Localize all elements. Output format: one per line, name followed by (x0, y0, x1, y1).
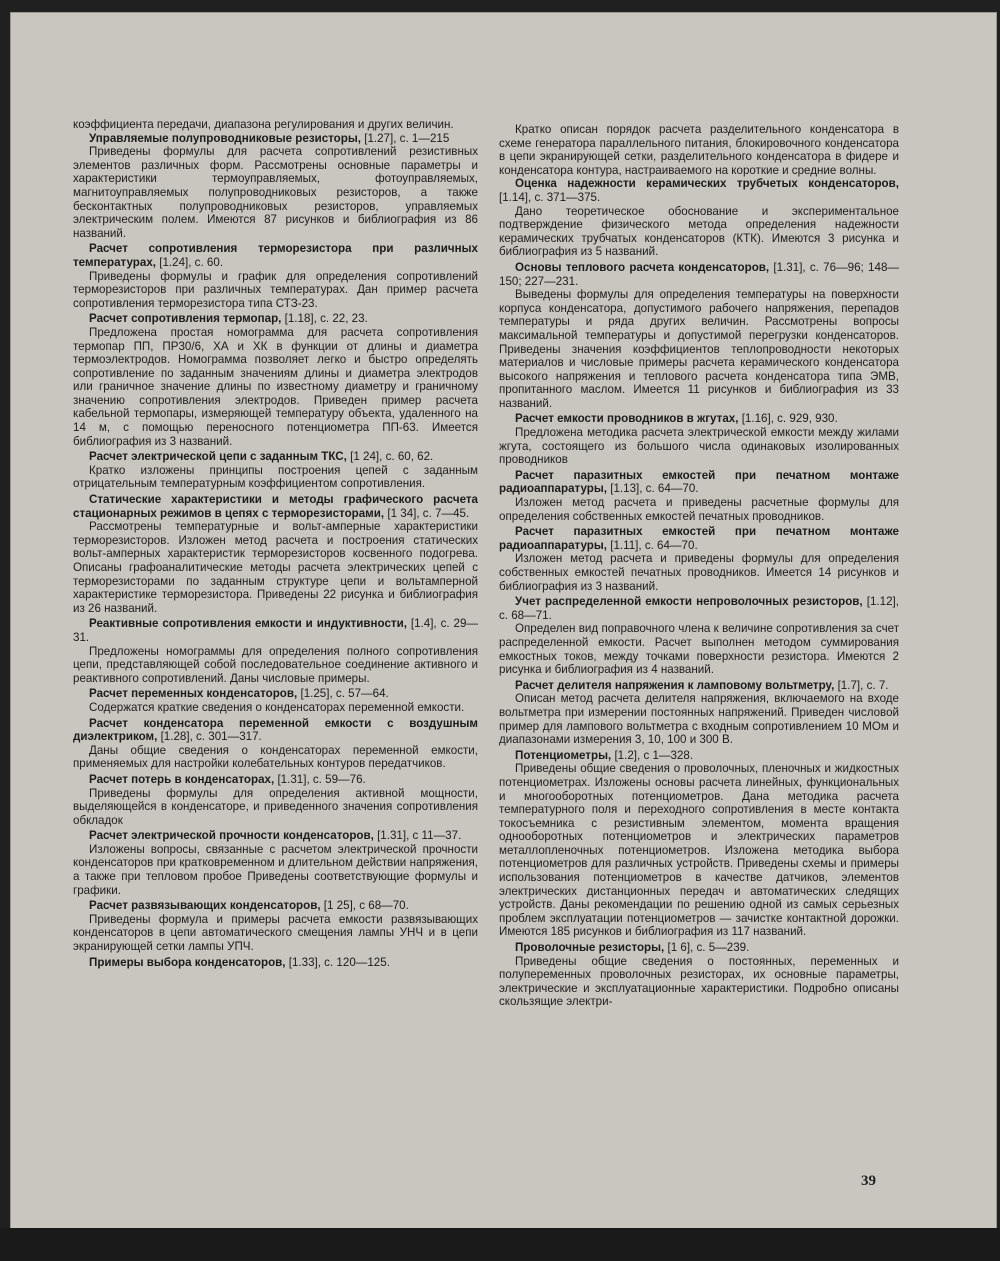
entry-title: Расчет развязывающих конденсаторов, (89, 899, 321, 913)
entry-heading (499, 525, 899, 552)
entry-annotation: Выведены формулы для определения температуры на поверхности корпуса конденсатора, допустимого рабочего напряжения, перепадов температуры и ряда других величин. Рассмотрены вопросы максимальной температуры и допустимой перегрузки конденсаторов. Приведены значения коэффициентов теплопроводности некоторых материалов и числовые примеры расчета керамического конденсатора высокого напряжения и теплового расчета конденсатора типа ЭМВ, пропитанного маслом. Имеется 11 рисунков и библиография из 33 названий. (499, 288, 899, 410)
entry-reference: [1.16], с. 929, 930. (741, 412, 838, 426)
bibliography-entry (73, 493, 478, 615)
bibliography-entry (73, 829, 478, 897)
entry-annotation: Приведены формулы для расчета сопротивлений резистивных элементов различных форм. Рассмотрены основные параметры и характеристики термоуправляемых, фотоуправляемых, магнитоуправляемых полупроводниковых резисторов, а также бесконтактных полупроводниковых резисторов, управляемых электрическим полем. Имеются 87 рисунков и библиография из 86 названий. (73, 145, 478, 240)
entry-title: Расчет электрической цепи с заданным ТКС, (89, 450, 347, 464)
entry-reference: [1.27], с. 1—215 (364, 131, 450, 145)
bibliography-entry (499, 595, 899, 677)
entry-annotation: Предложены номограммы для определения полного сопротивления цепи, представляющей собой последовательное соединение активного и реактивного сопротивлений. Даны числовые примеры. (73, 644, 478, 685)
entry-annotation: Дано теоретическое обоснование и экспериментальное подтверждение физического метода определения надежности керамических трубчатых конденсаторов (КТК). Имеются 3 рисунка и библиография из 5 названий. (499, 204, 899, 259)
entry-annotation: Приведены общие сведения о проволочных, пленочных и жидкостных потенциометрах. Изложены основы расчета линейных, функциональных и многооборотных потенциометров. Дана методика расчета температурного поля и переходного сопротивления в месте контакта токосъемника с резистивным элементом, момента вращения однооборотных потенциометров и электрических параметров металлопленочных потенциометров. Изложена методика выбора потенциометров для различных устройств. Приведены схемы и примеры использования потенциометров в качестве датчиков, элементов электрических дистанционных передач и автоматических следящих устройств. Даны рекомендации по решению одной из самых серьезных проблем эксплуатации потенциометров — зачистке контактной дорожки. Имеются 185 рисунков и библиография из 117 названий. (499, 762, 899, 939)
entry-heading (73, 829, 478, 843)
entry-title: Основы теплового расчета конденсаторов, (515, 260, 770, 274)
entry-reference: [1 24], с. 60, 62. (350, 450, 434, 464)
entry-heading (73, 242, 478, 269)
page-number: 39 (861, 1173, 876, 1189)
entry-heading (499, 749, 899, 763)
entry-heading (73, 717, 478, 744)
bibliography-entry (499, 525, 899, 593)
entry-heading (499, 412, 899, 426)
entry-title: Расчет переменных конденсаторов, (89, 687, 298, 701)
entry-title: Оценка надежности керамических трубчетых конденсаторов, (515, 177, 899, 191)
entry-title: Статические характеристики и методы графического расчета стационарных режимов в цепях с терморезисторами, (73, 493, 478, 520)
entry-title: Расчет емкости проводников в жгутах, (515, 412, 739, 426)
entry-reference: [1.11], с. 64—70. (610, 538, 698, 552)
bibliography-entry (73, 242, 478, 310)
entry-reference: [1.12], с. 68—71. (499, 595, 899, 622)
bibliography-entry (73, 717, 478, 771)
bibliography-entry (499, 469, 899, 523)
entry-reference: [1.25], с. 57—64. (300, 687, 389, 701)
entry-title: Расчет конденсатора переменной емкости с воздушным диэлектриком, (73, 716, 478, 744)
entry-annotation: Изложены вопросы, связанные с расчетом электрической прочности конденсаторов при кратковременном и длительном действии напряжения, а также при тепловом пробое Приведены соответствующие формулы и графики. (73, 842, 478, 897)
entry-annotation: Приведены общие сведения о постоянных, переменных и полупеременных проволочных резисторах, их основные параметры, электрические и эксплуатационные характеристики. Подробно описаны скользящие электри- (499, 954, 899, 1009)
entry-reference: [1 25], с 68—70. (323, 899, 409, 913)
entry-reference: [1 6], с. 5—239. (667, 941, 750, 955)
entry-reference: [1.4], с. 29—31. (73, 617, 478, 644)
entry-title: Расчет сопротивления терморезистора при различных температурах, (73, 242, 478, 269)
entry-reference: [1.28], с. 301—317. (160, 730, 262, 744)
bibliography-entry (73, 956, 478, 970)
entry-title: Расчет делителя напряжения к ламповому вольтметру, (515, 678, 835, 692)
bibliography-entry (499, 941, 899, 1009)
entry-annotation: Рассмотрены температурные и вольт-амперные характеристики терморезисторов. Изложен метод расчета и построения статических вольт-амперных характеристик терморезисторов косвенного подогрева. Описаны графоаналитические методы расчета электрических цепей с терморезисторами по заданным структуре цепи и вольтамперной характеристике терморезистора. Приведены 22 рисунка и библиография из 26 названий. (73, 520, 478, 615)
entry-title: Расчет паразитных емкостей при печатном монтаже радиоаппаратуры, (499, 525, 899, 552)
entry-reference: [1 34], с. 7—45. (387, 506, 470, 520)
entry-annotation: Кратко изложены принципы построения цепей с заданным отрицательным температурным коэффициентом сопротивления. (73, 463, 478, 491)
bibliography-entry (73, 687, 478, 714)
entry-annotation: Предложена методика расчета электрической емкости между жилами жгута, состоящего из большого числа одинаковых изолированных проводников (499, 426, 899, 467)
bibliography-entry (499, 679, 899, 747)
bibliography-entry (73, 450, 478, 491)
entry-reference: [1.13], с. 64—70. (610, 482, 699, 496)
continued-text: Кратко описан порядок расчета разделительного конденсатора в схеме генератора параллельного питания, блокировочного конденсатора в цепи экранирующей сетки, разделительного конденсатора в фидере и конденсатора контура, настраиваемого на короткие и средние волны. (499, 123, 899, 177)
bibliography-entry (73, 773, 478, 827)
entry-heading (73, 956, 478, 970)
entry-heading (73, 617, 478, 644)
entry-reference: [1.18], с. 22, 23. (284, 312, 368, 326)
entry-reference: [1.31], с 11—37. (377, 829, 462, 843)
entry-annotation: Описан метод расчета делителя напряжения, включаемого на входе вольтметра при измерении постоянных напряжений. Приведен числовой пример для лампового вольтметра с входным сопротивлением 10 МОм и диапазонами измерения 3, 10, 100 и 300 В. (499, 692, 899, 747)
bibliography-entry (73, 617, 478, 685)
entry-heading (499, 941, 899, 955)
continued-text: коэффициента передачи, диапазона регулирования и других величин. (73, 118, 454, 131)
entry-annotation: Даны общие сведения о конденсаторах переменной емкости, применяемых для настройки колебательных контуров передатчиков. (73, 743, 478, 771)
entry-annotation: Приведены формулы для определения активной мощности, выделяющейся в конденсаторе, и приведенного значения сопротивления обкладок (73, 786, 478, 827)
scan-bottom-edge (0, 1228, 1000, 1261)
entry-reference: [1.24], с. 60. (159, 255, 224, 269)
right-column (499, 123, 899, 1011)
entry-annotation: Предложена простая номограмма для расчета сопротивления термопар ПП, ПР30/6, ХА и ХК в функции от длины и диаметра термоэлектродов. Номограмма позволяет легко и быстро определять сопротивление по заданным значениям длины и диаметра электродов или граничное значение длины по известному диаметру и граничному значению сопротивления электродов. Приведен пример расчета кабельной термопары, измеряющей температуру объекта, удаленного на 14 м, с помощью переносного потенциометра ПП-63. Имеется библиография из 3 названий. (73, 325, 478, 448)
entry-title: Расчет потерь в конденсаторах, (89, 772, 275, 786)
book-page (10, 12, 997, 1229)
entry-title: Расчет электрической прочности конденсаторов, (89, 829, 374, 843)
entry-title: Управляемые полупроводниковые резисторы, (89, 131, 361, 145)
entry-annotation: Изложен метод расчета и приведены расчетные формулы для определения собственных емкостей печатных проводников. (499, 496, 899, 523)
entry-annotation: Содержатся краткие сведения о конденсаторах переменной емкости. (89, 700, 465, 714)
bibliography-entry (73, 132, 478, 241)
bibliography-entry (499, 177, 899, 259)
entry-title: Расчет сопротивления термопар, (89, 312, 282, 326)
entry-reference: [1.7], с. 7. (837, 678, 889, 692)
entry-annotation: Определен вид поправочного члена к величине сопротивления за счет распределенной емкости. Расчет выполнен методом суммирования емкостных токов, между точками поверхности резистора. Имеются 2 рисунка и библиография из 4 названий. (499, 622, 899, 677)
bibliography-entry (499, 261, 899, 411)
entry-reference: [1.2], с 1—328. (614, 748, 694, 762)
entry-annotation: Изложен метод расчета и приведены формулы для определения собственных емкостей печатных проводников. Имеется 14 рисунков и библиография из 3 названий. (499, 552, 899, 593)
entry-reference: [1.33], с. 120—125. (288, 955, 390, 969)
entry-heading (499, 469, 899, 496)
entry-title: Учет распределенной емкости непроволочных резисторов, (515, 595, 863, 609)
entry-annotation: Приведены формула и примеры расчета емкости развязывающих конденсаторов в цепи автоматического смещения лампы УНЧ и в цепи экранирующей сетки лампы УПЧ. (73, 912, 478, 954)
entry-reference: [1.31], с. 76—96; 148—150; 227—231. (499, 260, 899, 288)
entry-heading (499, 261, 899, 288)
bibliography-entry (499, 749, 899, 939)
entry-title: Реактивные сопротивления емкости и индуктивности, (89, 617, 407, 631)
entry-title: Проволочные резисторы, (515, 941, 665, 955)
bibliography-entry (73, 312, 478, 448)
entry-heading (73, 899, 478, 913)
entry-heading (499, 679, 899, 693)
entry-heading (73, 773, 478, 787)
entry-heading (499, 177, 899, 204)
entry-annotation: Приведены формулы и график для определения сопротивлений терморезисторов при различных температурах. Дан пример расчета сопротивления терморезистора типа СТЗ-23. (73, 269, 478, 310)
entry-title: Примеры выбора конденсаторов, (89, 955, 286, 969)
entry-heading (73, 450, 478, 464)
entry-reference: [1.14], с. 371—375. (499, 190, 601, 204)
entry-title: Расчет паразитных емкостей при печатном монтаже радиоаппаратуры, (499, 468, 899, 496)
left-column (73, 118, 478, 971)
bibliography-entry (73, 899, 478, 953)
entry-heading (73, 493, 478, 520)
entry-title: Потенциометры, (515, 748, 612, 762)
entry-reference: [1.31], с. 59—76. (277, 772, 366, 786)
entry-heading (499, 595, 899, 622)
entry-heading (73, 132, 478, 146)
entry-heading (73, 687, 478, 701)
page-gutter-shadow (11, 13, 37, 1228)
entry-heading (73, 312, 478, 326)
bibliography-entry (499, 412, 899, 466)
